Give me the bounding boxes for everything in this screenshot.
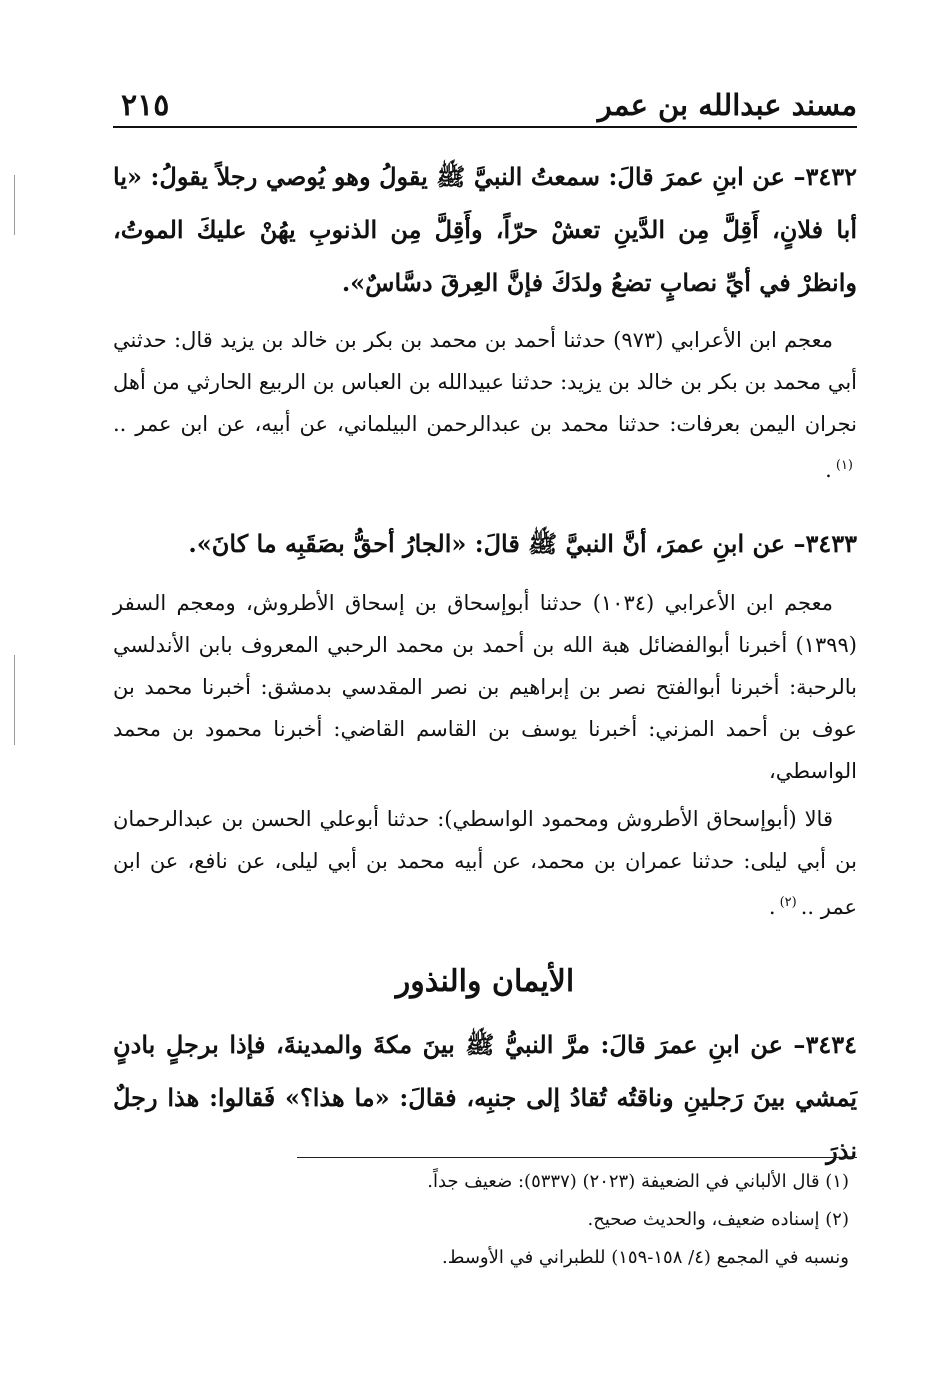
section-heading: الأيمان والنذور [395,964,575,999]
hadith-3432: ٣٤٣٢– عن ابنِ عمرَ قالَ: سمعتُ النبيَّ ﷺ يقولُ وهو يُوصي رجلاً يقولُ: «يا أبا فلانٍ، أَقِلَّ مِن الدَّينِ تعشْ حرّاً، وأَقِلَّ مِن الذنوبِ يهُنْ عليكَ الموتُ، وانظرْ في أيِّ نصابٍ تضعُ ولدَكَ فإنَّ العِرقَ دسَّاسٌ». [113,162,857,297]
page-body [113,150,857,1177]
footnote-2-continued: ونسبه في المجمع (٤/ ١٥٨-١٥٩) للطبراني في الأوسط. [442,1247,849,1268]
footnote-marker-1[interactable]: (١) [835,458,853,473]
footnote-divider [297,1157,857,1158]
hadith-3434: ٣٤٣٤– عن ابنِ عمرَ قالَ: مرَّ النبيُّ ﷺ بينَ مكةَ والمدينةَ، فإذا برجلٍ بادنٍ يَمشي بينَ رَجلينِ وناقتُه تُقادُ إلى جنبِه، فقالَ: «ما هذا؟» فَقالوا: هذا رجلٌ نذرَ [113,1030,857,1165]
footnote-1: (١) قال الألباني في الضعيفة (٢٠٢٣) (٥٣٣٧): ضعيف جداً. [427,1171,849,1192]
page-header [113,82,857,128]
page-number: ٢١٥ [121,88,170,123]
footnote-marker-2[interactable]: (٢) [779,895,797,910]
source-3433-continued-text: قالا (أبوإسحاق الأطروش ومحمود الواسطي): حدثنا أبوعلي الحسن بن عبدالرحمان بن أبي ليلى: حدثنا عمران بن محمد، عن أبيه محمد بن أبي ليلى، عن نافع، عن ابن عمر .. [113,807,857,919]
source-3432: معجم ابن الأعرابي (٩٧٣) حدثنا أحمد بن محمد بن بكر بن خالد بن يزيد قال: حدثني أبي محمد بن بكر بن خالد بن يزيد: حدثنا عبيدالله بن العباس بن الربيع الحارثي من أهل نجران اليمن بعرفات: حدثنا محمد بن عبدالرحمن البيلماني، عن أبيه، عن ابن عمر ..$^{(١)}$. [113,328,857,482]
margin-scan-mark [14,175,15,235]
margin-scan-mark [14,655,15,745]
hadith-3433: ٣٤٣٣– عن ابنِ عمرَ، أنَّ النبيَّ ﷺ قالَ: «الجارُ أحقُّ بصَقَبِه ما كانَ». [188,529,857,558]
source-3432-text: معجم ابن الأعرابي (٩٧٣) حدثنا أحمد بن محمد بن بكر بن خالد بن يزيد قال: حدثني أبي محمد بن بكر بن خالد بن يزيد: حدثنا عبيدالله بن العباس بن الربيع الحارثي من أهل نجران اليمن بعرفات: حدثنا محمد بن عبدالرحمن البيلماني، عن أبيه، عن ابن عمر .. [113,328,857,436]
footnote-2: (٢) إسناده ضعيف، والحديث صحيح. [587,1209,849,1230]
source-3433: معجم ابن الأعرابي (١٠٣٤) حدثنا أبوإسحاق بن إسحاق الأطروش، ومعجم السفر (١٣٩٩) أخبرنا أبوالفضائل هبة الله بن أحمد بن محمد الرحبي المعروف بابن الأندلسي بالرحبة: أخبرنا أبوالفتح نصر بن إبراهيم بن نصر المقدسي بدمشق: أخبرنا محمد بن عوف بن أحمد المزني: أخبرنا يوسف بن القاسم القاضي: أخبرنا محمود بن محمد الواسطي، [113,591,857,783]
running-title: مسند عبدالله بن عمر [597,88,857,122]
footnotes [113,1163,857,1277]
source-3433-continued: قالا (أبوإسحاق الأطروش ومحمود الواسطي): حدثنا أبوعلي الحسن بن عبدالرحمان بن أبي ليلى: حدثنا عمران بن محمد، عن أبيه محمد بن أبي ليلى، عن نافع، عن ابن عمر ..$^{(٢)}$. [113,807,857,919]
